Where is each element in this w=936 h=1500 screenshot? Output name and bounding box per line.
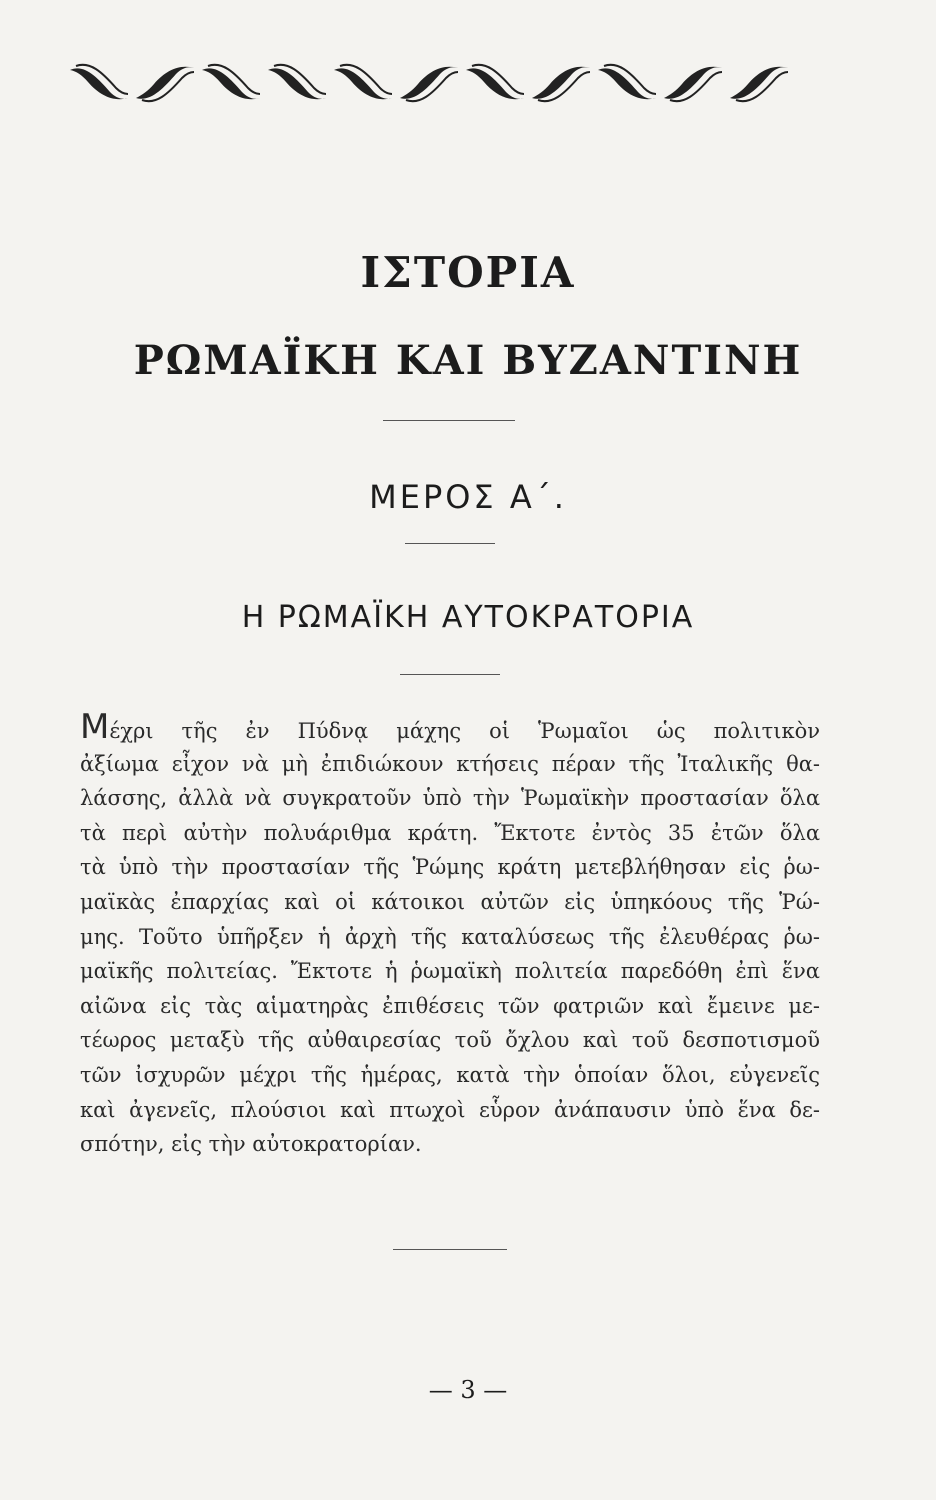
part-heading: ΜΕΡΟΣ Α΄. — [369, 478, 567, 516]
text-line: μαϊκῆς πολιτείας. Ἔκτοτε ἡ ῥωμαϊκὴ πολιτεία παρεδόθη ἐπὶ ἕνα — [80, 959, 820, 984]
page-number: — 3 — — [428, 1376, 508, 1404]
drop-cap: Μ — [80, 712, 110, 747]
divider-rule — [400, 674, 500, 675]
text-line: τὰ ὑπὸ τὴν προστασίαν τῆς Ῥώμης κράτη μετεβλήθησαν εἰς ῥω- — [80, 855, 820, 880]
divider-rule — [383, 420, 515, 421]
book-title-line-1: ΙΣΤΟΡΙΑ — [360, 248, 576, 297]
text-line: καὶ ἀγενεῖς, πλούσιοι καὶ πτωχοὶ εὗρον ἀνάπαυσιν ὑπὸ ἕνα δε- — [80, 1097, 820, 1122]
text-line: λάσσης, ἀλλὰ νὰ συγκρατοῦν ὑπὸ τὴν Ῥωμαϊκὴν προστασίαν ὅλα — [80, 786, 820, 811]
text-line: τῶν ἰσχυρῶν μέχρι τῆς ἡμέρας, κατὰ τὴν ὁποίαν ὅλοι, εὐγενεῖς — [80, 1062, 820, 1087]
book-title-line-2: ΡΩΜΑΪΚΗ ΚΑΙ ΒΥΖΑΝΤΙΝΗ — [133, 337, 803, 384]
text-line: τέωρος μεταξὺ τῆς αὐθαιρεσίας τοῦ ὄχλου καὶ τοῦ δεσποτισμοῦ — [80, 1028, 820, 1053]
text-line: ἀξίωμα εἶχον νὰ μὴ ἐπιδιώκουν κτήσεις πέραν τῆς Ἰταλικῆς θα- — [80, 751, 820, 776]
text-line: σπότην, εἰς τὴν αὐτοκρατορίαν. — [80, 1132, 422, 1157]
body-paragraph — [80, 712, 820, 1162]
chapter-heading: Η ΡΩΜΑΪΚΗ ΑΥΤΟΚΡΑΤΟΡΙΑ — [241, 600, 695, 635]
wave-ornament-border — [70, 62, 820, 104]
text-line: Μέχρι τῆς ἐν Πύδνᾳ μάχης οἱ Ῥωμαῖοι ὡς πολιτικὸν — [80, 712, 820, 747]
text-line: τὰ περὶ αὐτὴν πολυάριθμα κράτη. Ἔκτοτε ἐντὸς 35 ἐτῶν ὅλα — [80, 820, 820, 845]
text-line: μαϊκὰς ἐπαρχίας καὶ οἱ κάτοικοι αὐτῶν εἰς ὑπηκόους τῆς Ῥώ- — [80, 889, 820, 914]
text-line: μης. Τοῦτο ὑπῆρξεν ἡ ἀρχὴ τῆς καταλύσεως τῆς ἐλευθέρας ῥω- — [80, 924, 820, 949]
divider-rule — [405, 543, 495, 544]
divider-rule — [393, 1249, 507, 1250]
text-line: αἰῶνα εἰς τὰς αἱματηρὰς ἐπιθέσεις τῶν φατριῶν καὶ ἔμεινε με- — [80, 993, 820, 1018]
